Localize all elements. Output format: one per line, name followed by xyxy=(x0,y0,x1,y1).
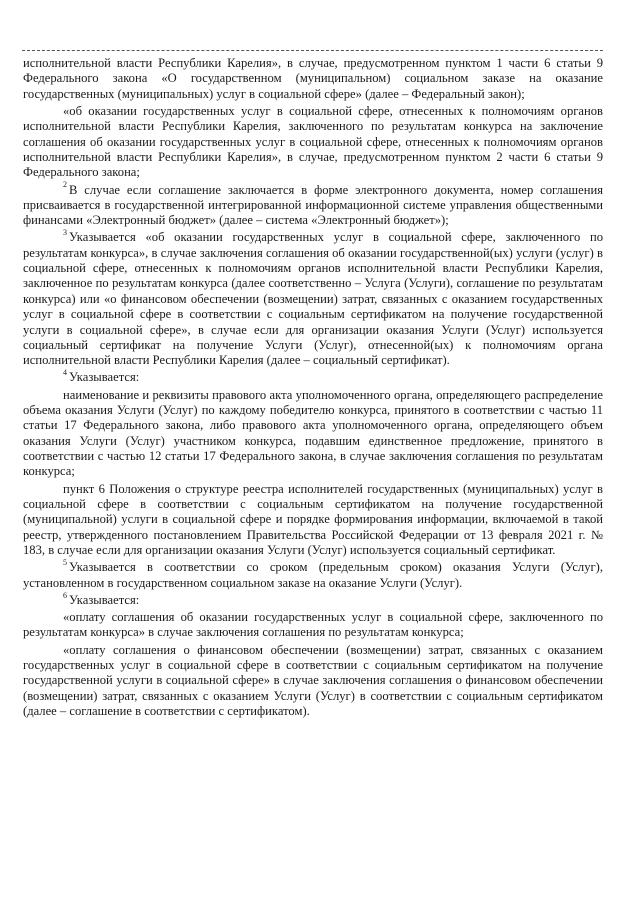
paragraph-1: исполнительной власти Республики Карелия», в случае, предусмотренном пунктом 1 части 6 статьи 9 Федерального закона «О государственном (муниципальном) социальном заказе на оказание государственных (муниципальных) услуг в социальной сфере» (далее – Федеральный закон); xyxy=(23,56,603,101)
footnote-6: $^6$ Указывается: xyxy=(63,590,140,607)
paragraph-legal-act: наименование и реквизиты правового акта уполномоченного органа, определяющего распределение объема оказания Услуги (Услуг) по каждому победителю конкурса, принятого в соответствии с частью 11 статьи 17 Федерального закона, либо правового акта уполномоченного органа, определяющего объем оказания Услуги (Услуг) участником конкурса, подавшим единственное предложение, принятого в соответствии с частью 12 статьи 17 Федерального закона, в случае заключения соглашения по результатам конкурса; xyxy=(23,387,603,479)
paragraph-2: «об оказании государственных услуг в социальной сфере, отнесенных к полномочиям органов исполнительной власти Республики Карелия, заключенного по результатам конкурса на заключение соглашения об оказании государственных услуг в социальной сфере, отнесенных к полномочиям органов исполнительной власти Республики Карелия», в случае, предусмотренном пунктом 2 части 6 статьи 9 Федерального закона; xyxy=(23,103,603,180)
footnote-marker: 5 xyxy=(63,558,67,568)
footnote-2: $^2$ В случае если соглашение заключается в форме электронного документа, номер соглашения присваивается в государственной интегрированной информационной системе управления общественными финансами «Электронный бюджет» (далее – система «Электронный бюджет»); xyxy=(23,180,603,228)
paragraph-payment-contest: «оплату соглашения об оказании государственных услуг в социальной сфере, заключенного по результатам конкурса» в случае заключения соглашения по результатам конкурса; xyxy=(23,610,603,640)
footnote-3: $^3$ Указывается «об оказании государственных услуг в социальной сфере, заключенного по результатам конкурса», в случае заключения соглашения об оказании государственной(ых) услуги (услуг) в социальной сфере, отнесенных к полномочиям органов исполнительной власти Республики Карелия, заключенное по результатам конкурса (далее соответственно – Услуга (Услуги), соглашение по результатам конкурса) или «о финансовом обеспечении (возмещении) затрат, связанных с оказанием государственных услуг в социальной сфере в соответствии с социальным сертификатом на получение государственной услуги в социальной сфере», в случае если для организации оказания Услуги (Услуг) используется социальный сертификат на получение Услуги (Услуг), отнесенной(ых) к полномочиям органа исполнительной власти Республики Карелия (далее – социальный сертификат). xyxy=(23,228,603,368)
paragraph-payment-certificate: «оплату соглашения о финансовом обеспечении (возмещении) затрат, связанных с оказанием государственных услуг в социальной сфере в соответствии с социальным сертификатом на получение государственной услуги в социальной сфере» в случае заключения соглашения о финансовом обеспечении (возмещении) затрат, связанных с оказанием Услуги (Услуг) в соответствии с социальным сертификатом (далее – соглашение в соответствии с сертификатом). xyxy=(23,642,603,718)
footnote-4: $^4$ Указывается: xyxy=(63,368,140,385)
footnote-marker: 2 xyxy=(63,180,67,190)
footnote-marker: 3 xyxy=(63,228,67,238)
document-body xyxy=(23,56,603,721)
footnote-marker: 6 xyxy=(63,590,67,600)
footnote-5: $^5$ Указывается в соответствии со сроком (предельным сроком) оказания Услуги (Услуг), установленном в государственном социальном заказе на оказание Услуги (Услуг). xyxy=(23,558,603,590)
top-divider xyxy=(22,50,603,51)
footnote-marker: 4 xyxy=(63,368,67,378)
paragraph-registry: пункт 6 Положения о структуре реестра исполнителей государственных (муниципальных) услуг в социальной сфере в соответствии с социальным сертификатом на получение государственной (муниципальной) услуги в социальной сфере и порядке формирования информации, включаемой в такой реестр, утвержденного постановлением Правительства Российской Федерации от 13 февраля 2021 г. № 183, в случае если для организации оказания Услуги (Услуг) используется социальный сертификат. xyxy=(23,481,603,557)
